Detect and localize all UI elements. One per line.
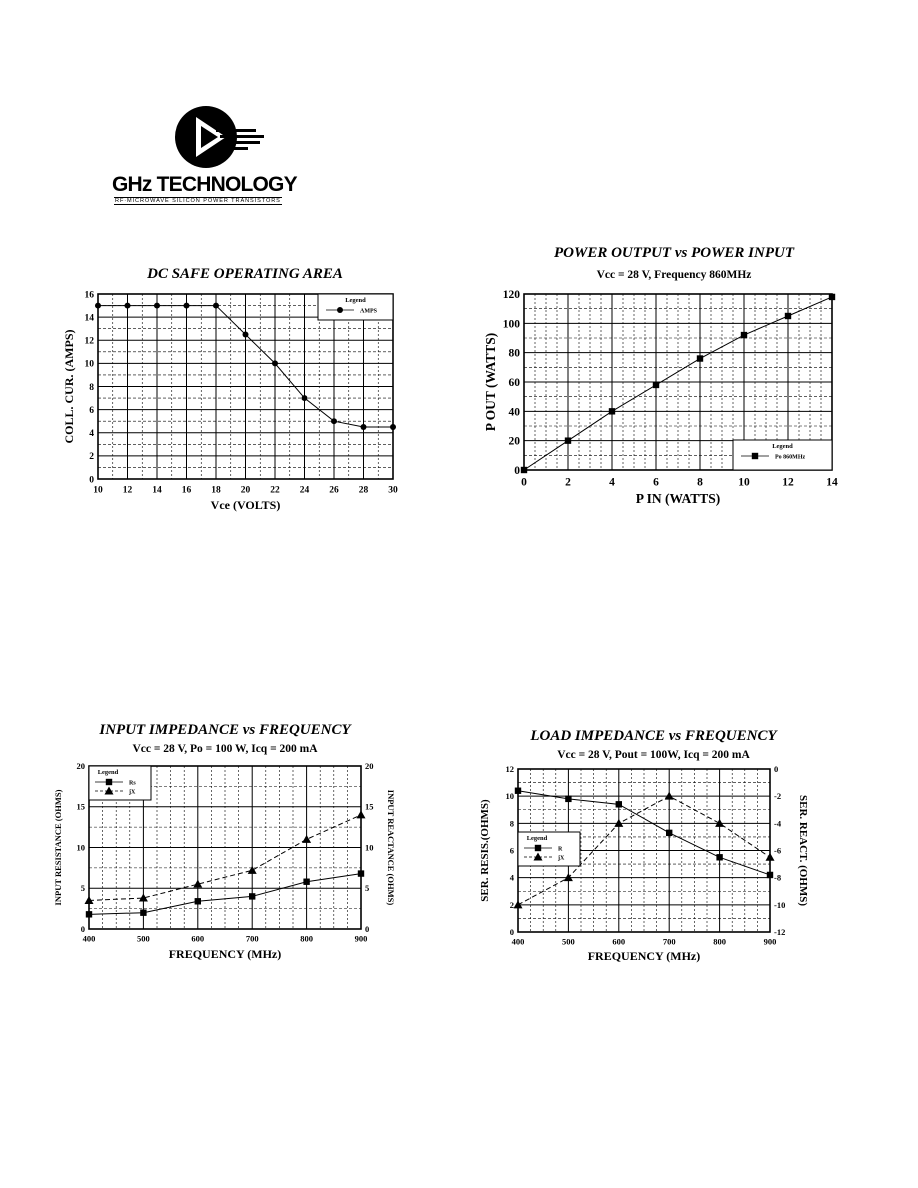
y-tick-label: 8 [509, 818, 514, 829]
data-point [272, 360, 278, 366]
y-tick-label: 12 [84, 336, 94, 347]
data-point [565, 437, 571, 443]
y2-tick-label: -4 [774, 818, 782, 829]
chart-plot [55, 262, 415, 524]
x-tick-label: 0 [521, 476, 527, 489]
x-tick-label: 400 [511, 936, 525, 947]
data-point [521, 467, 527, 473]
y2-tick-label: 0 [365, 923, 370, 934]
legend-title: Legend [526, 835, 548, 842]
x-tick-label: 700 [245, 933, 259, 944]
data-point [140, 910, 146, 916]
data-point [154, 303, 160, 309]
chart-title: DC SAFE OPERATING AREA [147, 266, 343, 282]
y-tick-label: 60 [508, 377, 520, 390]
chart-subtitle: Vcc = 28 V, Po = 100 W, Icq = 200 mA [132, 743, 318, 755]
x-tick-label: 800 [713, 936, 726, 947]
x-tick-label: 900 [354, 933, 368, 944]
chart-power-output-vs-input [470, 243, 850, 523]
y-tick-label: 12 [505, 763, 514, 774]
legend-label: jX [558, 855, 565, 862]
data-point [697, 355, 703, 361]
y2-axis-label: SER. REACT. (OHMS) [797, 794, 809, 907]
chart-plot [470, 243, 850, 523]
logo-mark-icon [108, 105, 268, 171]
y-tick-label: 8 [89, 382, 94, 393]
data-point [302, 395, 308, 401]
x-axis-label: P IN (WATTS) [635, 491, 721, 506]
series-jx [85, 810, 366, 904]
data-point [95, 303, 101, 309]
data-point [358, 870, 364, 876]
y-tick-label: 10 [84, 359, 94, 370]
legend-label: Rs [129, 780, 136, 787]
x-tick-label: 22 [270, 485, 280, 496]
chart-legend [733, 440, 832, 470]
data-point [565, 796, 571, 802]
y2-tick-label: -2 [774, 791, 782, 802]
chart-input-impedance [45, 720, 415, 970]
y2-tick-label: -6 [774, 845, 782, 856]
data-point [741, 332, 747, 338]
x-tick-label: 4 [609, 476, 615, 489]
data-point [303, 879, 309, 885]
legend-label: R [558, 846, 563, 853]
data-point [331, 418, 337, 424]
data-point [361, 424, 367, 430]
chart-subtitle: Vcc = 28 V, Pout = 100W, Icq = 200 mA [557, 749, 750, 761]
company-logo [108, 105, 318, 210]
data-point [614, 819, 623, 827]
x-tick-label: 12 [122, 485, 133, 496]
x-tick-label: 400 [82, 933, 96, 944]
plot-grid [98, 294, 393, 479]
x-tick-label: 28 [358, 485, 369, 496]
y2-tick-label: 5 [365, 883, 370, 894]
y-tick-label: 0 [509, 926, 514, 937]
data-point [666, 830, 672, 836]
y-tick-label: 20 [508, 435, 520, 448]
chart-title: POWER OUTPUT vs POWER INPUT [554, 245, 794, 261]
data-point [125, 303, 131, 309]
y2-tick-label: 10 [365, 842, 374, 853]
y-tick-label: 20 [76, 760, 85, 771]
y2-tick-label: 0 [774, 763, 779, 774]
y-tick-label: 120 [502, 289, 520, 302]
chart-legend [318, 294, 393, 320]
x-tick-label: 30 [388, 485, 398, 496]
y2-axis-label: INPUT REACTANCE (OHMS) [386, 789, 396, 906]
chart-legend [518, 832, 580, 866]
data-point [243, 331, 249, 337]
legend-label: jX [129, 789, 136, 796]
x-tick-label: 24 [299, 485, 310, 496]
y-tick-label: 2 [509, 899, 514, 910]
data-point [785, 313, 791, 319]
data-point [514, 900, 523, 908]
x-tick-label: 18 [211, 485, 221, 496]
y-axis-label: COLL. CUR. (AMPS) [62, 329, 76, 444]
data-point [829, 294, 835, 300]
data-point [302, 835, 311, 843]
y-axis-label: SER. RESIS.(OHMS) [479, 799, 491, 902]
data-point [195, 898, 201, 904]
data-point [213, 303, 219, 309]
y-tick-label: 0 [89, 475, 94, 486]
x-tick-label: 10 [93, 485, 103, 496]
x-axis-label: Vce (VOLTS) [210, 498, 281, 512]
x-tick-label: 900 [763, 936, 777, 947]
legend-title: Legend [772, 443, 793, 450]
legend-marker [337, 307, 343, 313]
data-point [184, 303, 190, 309]
y-tick-label: 10 [505, 791, 514, 802]
y-tick-label: 6 [89, 405, 94, 416]
data-point [653, 382, 659, 388]
y-tick-label: 80 [508, 347, 520, 360]
x-tick-label: 800 [300, 933, 313, 944]
chart-plot [45, 720, 415, 970]
logo-tagline: RF·MICROWAVE SILICON POWER TRANSISTORS [115, 198, 281, 204]
data-point [616, 801, 622, 807]
x-tick-label: 700 [662, 936, 676, 947]
x-tick-label: 12 [782, 476, 794, 489]
data-point [515, 788, 521, 794]
y-tick-label: 16 [84, 290, 94, 301]
y-tick-label: 14 [84, 313, 94, 324]
x-tick-label: 500 [137, 933, 150, 944]
x-tick-label: 10 [738, 476, 750, 489]
y-axis-label: P OUT (WATTS) [483, 332, 498, 432]
x-tick-label: 2 [565, 476, 571, 489]
chart-title: INPUT IMPEDANCE vs FREQUENCY [99, 722, 351, 738]
y2-tick-label: -10 [774, 899, 786, 910]
data-point [249, 893, 255, 899]
legend-marker [106, 779, 112, 785]
x-tick-label: 600 [191, 933, 205, 944]
y-tick-label: 15 [76, 801, 85, 812]
y2-tick-label: -12 [774, 926, 786, 937]
y-axis-label: INPUT RESISTANCE (OHMS) [53, 789, 63, 906]
x-tick-label: 14 [152, 485, 162, 496]
y-tick-label: 4 [89, 429, 94, 440]
data-point [716, 854, 722, 860]
data-point [767, 872, 773, 878]
data-point [390, 424, 396, 430]
legend-title: Legend [345, 297, 366, 304]
y-tick-label: 0 [80, 923, 85, 934]
x-tick-label: 16 [181, 485, 192, 496]
chart-dc-safe-operating-area [55, 262, 415, 524]
y-tick-label: 2 [89, 452, 94, 463]
y2-tick-label: 15 [365, 801, 374, 812]
legend-label: Po 860MHz [775, 454, 806, 461]
legend-title: Legend [97, 769, 119, 776]
x-tick-label: 8 [697, 476, 703, 489]
data-point [248, 866, 257, 874]
chart-load-impedance [470, 726, 840, 976]
y-tick-label: 40 [508, 406, 520, 419]
logo-brand-name: GHz TECHNOLOGY [112, 173, 297, 196]
chart-plot [470, 726, 840, 976]
y-tick-label: 0 [514, 465, 520, 478]
chart-title: LOAD IMPEDANCE vs FREQUENCY [530, 728, 777, 744]
x-tick-label: 26 [329, 485, 339, 496]
data-point [609, 408, 615, 414]
x-axis-label: FREQUENCY (MHz) [168, 947, 282, 961]
chart-subtitle: Vcc = 28 V, Frequency 860MHz [596, 269, 752, 281]
x-tick-label: 20 [240, 485, 251, 496]
x-tick-label: 6 [653, 476, 659, 489]
legend-marker [535, 845, 541, 851]
y-tick-label: 6 [509, 845, 514, 856]
data-point [86, 911, 92, 917]
x-tick-label: 600 [612, 936, 626, 947]
y-tick-label: 100 [502, 318, 520, 331]
x-tick-label: 500 [562, 936, 575, 947]
x-axis-label: FREQUENCY (MHz) [587, 949, 701, 963]
legend-marker [752, 453, 758, 459]
y-tick-label: 10 [76, 842, 85, 853]
data-point [715, 819, 724, 827]
y-tick-label: 4 [509, 872, 514, 883]
y2-tick-label: 20 [365, 760, 374, 771]
y-tick-label: 5 [80, 883, 85, 894]
legend-label: AMPS [360, 308, 377, 315]
chart-legend [89, 766, 151, 800]
y2-tick-label: -8 [774, 872, 782, 883]
x-tick-label: 14 [826, 476, 838, 489]
